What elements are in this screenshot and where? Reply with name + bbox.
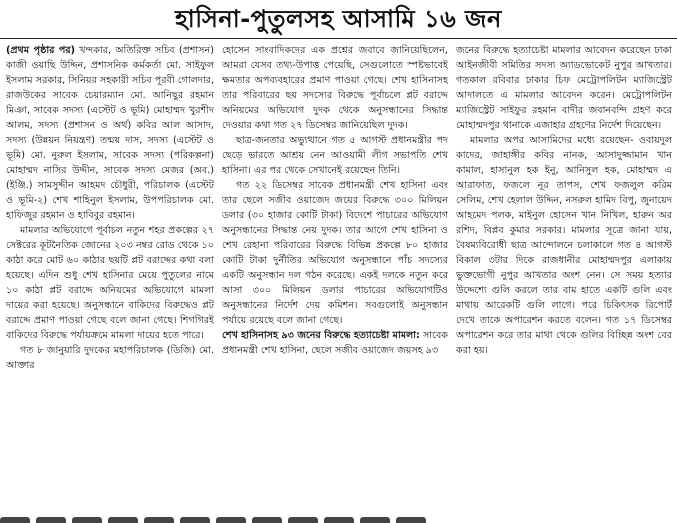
cut-off-heading-fragment — [252, 517, 282, 523]
cut-off-heading-fragment — [36, 517, 66, 523]
column-2-paragraph-3: গত ২২ ডিসেম্বর সাবেক প্রধানমন্ত্রী শেখ হাসিনা এবং তার ছেলে সজীব ওয়াজেদ জয়ের বিরুদ্ধে ৩০০ মিলিয়ন ডলার (৩০ হাজার কোটি টাকা) বিদেশে পাচারের অভিযোগ অনুসন্ধানের সিদ্ধান্ত নেয় দুদক। তার আগে শেখ হাসিনা ও শেখ রেহানা পরিবারের বিরুদ্ধে বিভিন্ন প্রকল্পে ৮০ হাজার কোটি টাকা দুর্নীতির অভিযোগ অনুসন্ধানে পাঁচ সদস্যের একটি অনুসন্ধান দল গঠন করেছে। একই দলকে নতুন করে আসা ৩০০ মিলিয়ন ডলার পাচারের অভিযোগটিও অনুসন্ধানের নির্দেশ দেয় কমিশন। সবগুলোই অনুসন্ধান পর্যায়ে রয়েছে বলে জানা গেছে। — [222, 180, 448, 326]
cut-off-heading-fragment — [144, 517, 174, 523]
column-1 — [6, 43, 214, 503]
headline: হাসিনা-পুতুলসহ আসামি ১৬ জন — [175, 5, 502, 33]
column-3-paragraph-2: মামলার অপর আসামিদের মধ্যে রয়েছেন- ওবায়দুল কাদের, জাহাঙ্গীর কবির নানক, আসাদুজ্জামান খান কামাল, হাসানুল হক ইনু, আনিসুল হক, মোহাম্মদ এ আরাফাত, ফজলে নূর তাপস, শেখ ফজলুল করিম সেলিম, শেখ হেলাল উদ্দিন, নসরুল হামিদ বিপু, জুনায়েদ আহমেদ পলক, মাইনুল হোসেন খান নিখিল, হারুন অর রশিদ, বিপ্লব কুমার সরকার। মামলার সূত্রে জানা যায়, বৈষম্যবিরোধী ছাত্র আন্দোলনে চলাকালে গত ৪ আগস্ট বিকাল ৩টার দিকে রাজধানীর মোহাম্মদপুর এলাকায় ভুক্তভোগী নুপুর আখতার অংশ নেন। সে সময় হত্যার উদ্দেশ্যে গুলি করলে তার বাম হাতে একটি গুলি এবং মাথায় আরেকটি গুলি লাগে। পরে চিকিৎসক রিপোর্ট দেখে তাকে অপারেশন করতে বলেন। গত ১৭ ডিসেম্বর অপারেশন করে তার মাথা থেকে গুলির বিচ্ছিন্ন অংশ বের করা হয়। — [456, 135, 672, 356]
cut-off-heading-fragment — [108, 517, 138, 523]
column-2-paragraph-4 — [222, 328, 448, 358]
cut-off-heading-fragment — [288, 517, 318, 523]
column-2 — [222, 43, 448, 503]
cut-off-heading-fragment — [180, 517, 210, 523]
column-2-text-4: সাবেক প্রধানমন্ত্রী শেখ হাসিনা, ছেলে সজীব ওয়াজেদ জয়সহ ৯৩ — [222, 330, 448, 356]
cut-off-heading-fragment — [0, 517, 30, 523]
column-1-paragraph-1 — [6, 43, 214, 223]
column-3-paragraph-1: জনের বিরুদ্ধে হত্যাচেষ্টা মামলার আবেদন করেছেন ঢাকা আইনজীবী সমিতির সদস্য অ্যাডভোকেট নুপুর আখতার। গতকাল রবিবার ঢাকার চিফ মেট্রোপলিটন ম্যাজিস্ট্রেট আদালতে এ মামলার আবেদন করেন। মেট্রোপলিটন ম্যাজিস্ট্রেট সাইফুর রহমান বাদীর জবানবন্দি গ্রহণ করে মোহাম্মদপুর থানাকে এজাহার গ্রহণের নির্দেশ দিয়েছেন। — [456, 45, 672, 131]
headline-rule — [0, 38, 677, 39]
continuation-marker: (প্রথম পৃষ্ঠার পর) — [6, 45, 76, 56]
cut-off-heading-fragment — [72, 517, 102, 523]
cut-off-heading-fragment — [324, 517, 354, 523]
cut-off-heading-fragment — [216, 517, 246, 523]
column-2-paragraph-1: হোসেন সাংবাদিকদের এক প্রশ্নের জবাবে জানিয়েছিলেন, আমরা যেসব তথ্য-উপাত্ত পেয়েছি, সেগুলোতে স্পষ্টভাবেই ক্ষমতার অপব্যবহারের প্রমাণ পাওয়া গেছে। শেখ হাসিনাসহ তার পরিবারের ছয় সদস্যের বিরুদ্ধে পূর্বাচলে প্লট বরাদ্দে অনিয়মের অভিযোগ দুদক থেকে অনুসন্ধানের সিদ্ধান্ত দেওয়ার কথা গত ২৭ ডিসেম্বর জানিয়েছিল দুদক। — [222, 45, 448, 131]
cut-off-heading-fragment — [396, 517, 426, 523]
column-2-paragraph-2: ছাত্র-জনতার অভ্যুত্থানে গত ৫ আগস্ট প্রধানমন্ত্রীর পদ ছেড়ে ভারতে আশ্রয় নেন আওয়ামী লীগ সভাপতি শেখ হাসিনা। এর পর থেকে সেখানেই রয়েছেন তিনি। — [222, 135, 448, 176]
column-1-paragraph-2: মামলার অভিযোগে পূর্বাচল নতুন শহর প্রকল্পের ২৭ সেক্টরের কূটনৈতিক জোনের ২০৩ নম্বর রোড থেকে ১০ কাঠা করে মোট ৬০ কাঠার ছয়টি প্লট বরাদ্দের কথা বলা হয়েছে। এদিন শুধু শেখ হাসিনার মেয়ে পুতুলের নামে ১০ কাঠা প্লট বরাদ্দে অনিয়মের অভিযোগে মামলা দায়ের করা হয়েছে। অনুসন্ধানে বাকিদের বিরুদ্ধেও প্লট বরাদ্দে প্রমাণ পাওয়া গেছে বলে জানা গেছে। শিগগিরই বাকিদের বিরুদ্ধে পর্যায়ক্রমে মামলা দায়ের হতে পারে। — [6, 225, 214, 341]
subheading: শেখ হাসিনাসহ ৯৩ জনের বিরুদ্ধে হত্যাচেষ্টা মামলা: — [222, 330, 420, 341]
column-3 — [456, 43, 672, 503]
column-1-paragraph-3: গত ৮ জানুয়ারি দুদকের মহাপরিচালক (ডিজি) মো. আক্তার — [6, 345, 214, 371]
next-article-edge — [0, 508, 677, 523]
cut-off-heading-fragment — [360, 517, 390, 523]
column-1-text-1: খন্দকার, অতিরিক্ত সচিব (প্রশাসন) কাজী ওয়াছি উদ্দিন, প্রশাসনিক কর্মকর্তা মো. সাইফুল ইসলাম সরকার, সিনিয়র সহকারী সচিব পূরবী গোলদার, রাজউকের সাবেক চেয়ারম্যান মো. আনিছুর রহমান মিঞা, সাবেক সদস্য (এস্টেট ও ভূমি) মোহাম্মদ খুরশীদ আলম, সদস্য (প্রশাসন ও অর্থ) কবির আল আসাদ, সদস্য (উন্নয়ন নিয়ন্ত্রণ) তন্ময় দাস, সদস্য (এস্টেট ও ভূমি) মো. নুরুল ইসলাম, সাবেক সদস্য (পরিকল্পনা) মোহাম্মদ নাসির উদ্দীন, সাবেক সদস্য মেজর (অব.) (ইঞ্জি.) সামসুদ্দীন আহমদ চৌধুরী, পরিচালক (এস্টেট ও ভূমি-২) শেখ শাহিনুল ইসলাম, উপপরিচালক মো. হাফিজুর রহমান ও হাবিবুর রহমান। — [6, 45, 214, 221]
